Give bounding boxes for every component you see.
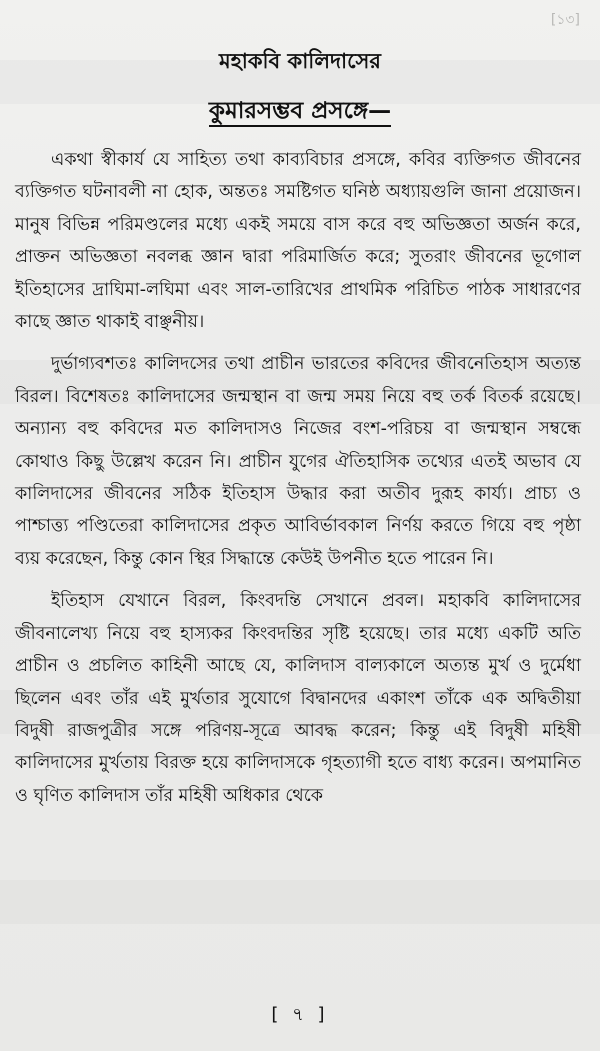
paragraph-1: একথা স্বীকার্য যে সাহিত্য তথা কাব্যবিচার প্রসঙ্গে, কবির ব্যক্তিগত জীবনের ব্যক্তিগত ঘটনাবলী না হোক, অন্ততঃ সমষ্টিগত ঘনিষ্ঠ অধ্যায়গুলি জানা প্রয়োজন। মানুষ বিভিন্ন পরিমণ্ডলের মধ্যে একই সময়ে বাস করে বহু অভিজ্ঞতা অর্জন করে, প্রাক্তন অভিজ্ঞতা নবলব্ধ জ্ঞান দ্বারা পরিমার্জিত করে; সুতরাং জীবনের ভূগোল ইতিহাসের দ্রাঘিমা-লঘিমা এবং সাল-তারিখের প্রাথমিক পরিচিত পাঠক সাধারণের কাছে জ্ঞাত থাকাই বাঞ্ছনীয়।: [15, 150, 581, 333]
chapter-title: মহাকবি কালিদাসের: [219, 49, 381, 73]
paragraph-3: ইতিহাস যেখানে বিরল, কিংবদন্তি সেখানে প্রবল। মহাকবি কালিদাসের জীবনালেখ্য নিয়ে বহু হাস্যকর কিংবদন্তির সৃষ্টি হয়েছে। তার মধ্যে একটি অতি প্রাচীন ও প্রচলিত কাহিনী আছে যে, কালিদাস বাল্যকালে অত্যন্ত মুর্খ ও দুর্মেধা ছিলেন এবং তাঁর এই মুর্খতার সুযোগে বিদ্বানদের একাংশ তাঁকে এক অদ্বিতীয়া বিদুষী রাজপুত্রীর সঙ্গে পরিণয়-সূত্রে আবদ্ধ করেন; কিন্তু এই বিদুষী মহিষী কালিদাসের মুর্খতায় বিরক্ত হয়ে কালিদাসকে গৃহত্যাগী হতে বাধ্য করেন। অপমানিত ও ঘৃণিত কালিদাস তাঁর মহিষী অধিকার থেকে: [15, 591, 581, 806]
paragraph-2: দুর্ভাগ্যবশতঃ কালিদসের তথা প্রাচীন ভারতের কবিদের জীবনেতিহাস অত্যন্ত বিরল। বিশেষতঃ কালিদাসের জন্মস্থান বা জন্ম সময় নিয়ে বহু তর্ক বিতর্ক রয়েছে। অন্যান্য বহু কবিদের মত কালিদাসও নিজের বংশ-পরিচয় বা জন্মস্থান সম্বন্ধে কোথাও কিছু উল্লেখ করেন নি। প্রাচীন যুগের ঐতিহাসিক তথ্যের এতই অভাব যে কালিদাসের জীবনের সঠিক ইতিহাস উদ্ধার করা অতীব দুরূহ কার্য্য। প্রাচ্য ও পাশ্চাত্ত্য পণ্ডিতেরা কালিদাসের প্রকৃত আবির্ভাবকাল নির্ণয় করতে গিয়ে বহু পৃষ্ঠা ব্যয় করেছেন, কিন্তু কোন স্থির সিদ্ধান্তে কেউই উপনীত হতে পারেন নি।: [15, 354, 581, 569]
body-text: [15, 144, 581, 812]
bleed-through-band: [0, 880, 600, 924]
chapter-subtitle-text: কুমারসম্ভব প্রসঙ্গে—: [209, 98, 391, 127]
running-head: [১৩]: [550, 12, 580, 28]
page-number: [ ৭ ]: [271, 1004, 329, 1025]
chapter-subtitle: [0, 92, 600, 131]
